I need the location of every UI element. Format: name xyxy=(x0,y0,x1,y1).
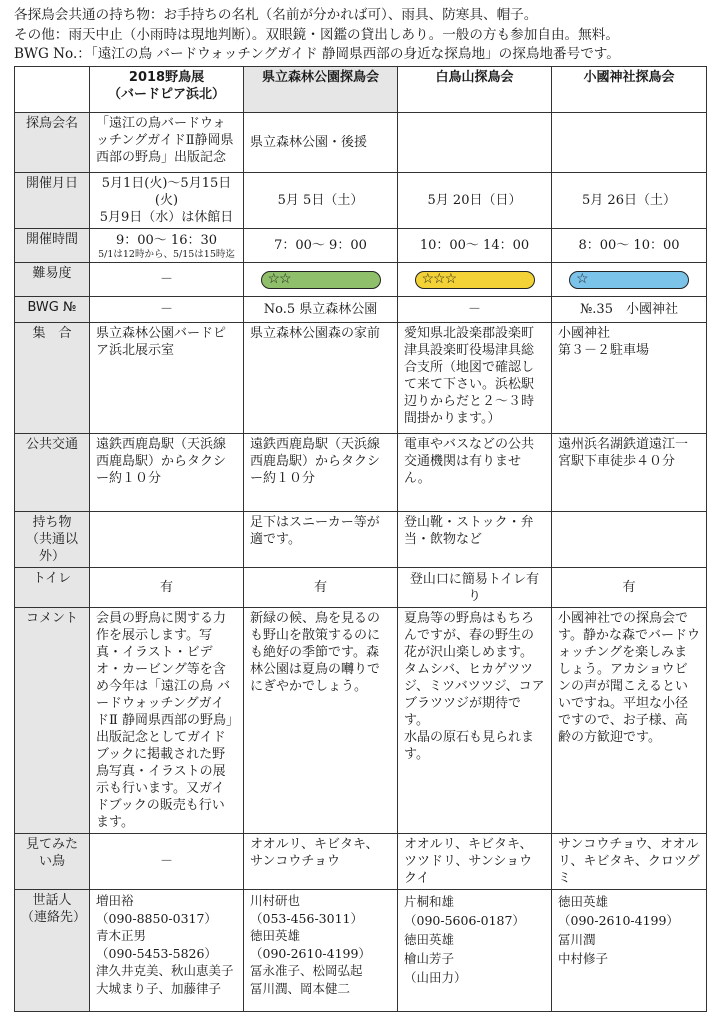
common-items-note: 各探鳥会共通の持ち物：お手持ちの名札（名前が分かれば可）、雨具、防寒具、帽子。 xyxy=(14,7,538,23)
contact-row xyxy=(15,890,707,1012)
birds-cell-2: オオルリ、キビタキ、サンコウチョウ xyxy=(244,834,398,890)
bwg-label: BWG № xyxy=(15,297,90,323)
transport-cell-3: 電車やバスなどの公共交通機関は有りません。 xyxy=(398,434,552,512)
meeting-label: 集 合 xyxy=(15,323,90,434)
meeting-cell-3: 愛知県北設楽郡設楽町津具設楽町役場津具総合支所（地図で確認して来て下さい。浜松駅辺りからだと２～３時間掛かります。） xyxy=(398,323,552,434)
difficulty-cell-1: － xyxy=(90,263,244,297)
column-header-exhibition: 2018野鳥展 （バードピア浜北） xyxy=(90,67,244,113)
difficulty-cell-3 xyxy=(398,263,552,297)
date-cell-2: 5月 5日（土） xyxy=(244,173,398,229)
time-cell-2: 7：00～ 9：00 xyxy=(244,229,398,263)
meeting-cell-2: 県立森林公園森の家前 xyxy=(244,323,398,434)
time-row xyxy=(15,229,707,263)
comment-cell-1: 会員の野鳥に関する力作を展示します。写真・イラスト・ビデオ・カービング等を含め今年は「遠江の鳥 バードウォッチングガイドⅡ 静岡県西部の野鳥」出版記念としてガイドブックに掲載された野鳥写真・イラストの展示も行います。又ガイドブックの販売も行います。 xyxy=(90,608,244,834)
contact-cell-4: 徳田英雄 （090-2610-4199） 冨川潤 中村修子 xyxy=(552,890,707,1012)
contact-cell-1: 増田裕 （090-8850-0317） 青木正男 （090-5453-5826） 津久井克美、秋山恵美子 大城まり子、加藤律子 xyxy=(90,890,244,1012)
items-cell-3: 登山靴・ストック・弁当・飲物など xyxy=(398,512,552,568)
comment-row xyxy=(15,608,707,834)
birds-cell-4: サンコウチョウ、オオルリ、キビタキ、クロツグミ xyxy=(552,834,707,890)
date-cell-1 xyxy=(90,173,244,229)
time-cell-4: 8：00～ 10：00 xyxy=(552,229,707,263)
column-header-forest-park: 県立森林公園探鳥会 xyxy=(244,67,398,113)
comment-cell-3: 夏鳥等の野鳥はもちろんですが、春の野生の花が沢山楽しめます。タムシバ、ヒカゲツツジ、ミツバツツジ、コアブラツツジが期待です。 水晶の原石も見られます。 xyxy=(398,608,552,834)
comment-cell-4: 小國神社での探鳥会です。静かな森でバードウォッチングを楽しみましょう。アカショウビンの声が聞こえるといいですね。平坦な小径ですので、お子様、高齢の方歓迎です。 xyxy=(552,608,707,834)
transport-cell-2: 遠鉄西鹿島駅（天浜線西鹿島駅）からタクシー約１０分 xyxy=(244,434,398,512)
difficulty-cell-2 xyxy=(244,263,398,297)
difficulty-pill: ☆☆☆ xyxy=(415,271,535,289)
date-row xyxy=(15,173,707,229)
birds-cell-3: オオルリ、キビタキ、ツツドリ、サンショウクイ xyxy=(398,834,552,890)
items-cell-4 xyxy=(552,512,707,568)
event-cell-3 xyxy=(398,113,552,173)
bwg-cell-4: №.35 小國神社 xyxy=(552,297,707,323)
time-cell-1 xyxy=(90,229,244,263)
difficulty-pill: ☆☆ xyxy=(261,271,381,289)
birds-label: 見てみた い鳥 xyxy=(15,834,90,890)
contact-label: 世話人 （連絡先） xyxy=(15,890,90,1012)
notes-header xyxy=(14,6,704,65)
bwg-row xyxy=(15,297,707,323)
toilet-cell-1: 有 xyxy=(90,568,244,608)
items-row xyxy=(15,512,707,568)
time-main: 9：00～ 16：30 xyxy=(115,232,218,248)
toilet-cell-4: 有 xyxy=(552,568,707,608)
toilet-row xyxy=(15,568,707,608)
date-label: 開催月日 xyxy=(15,173,90,229)
bwg-note: BWG No.：「遠江の鳥 バードウォッチングガイド 静岡県西部の身近な探鳥地」の探鳥地番号です。 xyxy=(14,46,620,62)
items-cell-1 xyxy=(90,512,244,568)
header-row xyxy=(15,67,707,113)
birds-cell-1: － xyxy=(90,834,244,890)
contact-cell-3: 片桐和雄 （090-5606-0187） 徳田英雄 檜山芳子 （山田力） xyxy=(398,890,552,1012)
transport-cell-1: 遠鉄西鹿島駅（天浜線西鹿島駅）からタクシー約１０分 xyxy=(90,434,244,512)
transport-label: 公共交通 xyxy=(15,434,90,512)
toilet-label: トイレ xyxy=(15,568,90,608)
meeting-row xyxy=(15,323,707,434)
difficulty-cell-4 xyxy=(552,263,707,297)
corner-cell xyxy=(15,67,90,113)
items-cell-2: 足下はスニーカー等が適です。 xyxy=(244,512,398,568)
toilet-cell-3: 登山口に簡易トイレ有り xyxy=(398,568,552,608)
transport-row xyxy=(15,434,707,512)
birds-row xyxy=(15,834,707,890)
contact-cell-2: 川村研也 （053-456-3011） 徳田英雄 （090-2610-4199） 冨永准子、松岡弘起 冨川潤、岡本健二 xyxy=(244,890,398,1012)
difficulty-row xyxy=(15,263,707,297)
event-cell-4 xyxy=(552,113,707,173)
event-row xyxy=(15,113,707,173)
difficulty-pill: ☆ xyxy=(569,271,689,289)
event-cell-1: 「遠江の鳥バードウォッチングガイドⅡ静岡県西部の野鳥」出版記念 xyxy=(90,113,244,173)
time-cell-3: 10：00～ 14：00 xyxy=(398,229,552,263)
comment-label: コメント xyxy=(15,608,90,834)
date-cell-3: 5月 20日（日） xyxy=(398,173,552,229)
date-sub: 5月9日（水）は休館日 xyxy=(99,210,234,225)
bwg-cell-3: － xyxy=(398,297,552,323)
time-sub: 5/1は12時から、5/15は15時迄 xyxy=(98,248,235,260)
items-label: 持ち物 （共通以外） xyxy=(15,512,90,568)
time-label: 開催時間 xyxy=(15,229,90,263)
bwg-cell-2: No.5 県立森林公園 xyxy=(244,297,398,323)
birdwatching-schedule-table xyxy=(14,66,707,1012)
meeting-cell-1: 県立森林公園バードピア浜北展示室 xyxy=(90,323,244,434)
bwg-cell-1: － xyxy=(90,297,244,323)
comment-cell-2: 新緑の候、鳥を見るのも野山を散策するのにも絶好の季節です。森林公園は夏鳥の囀りでにぎやかでしょう。 xyxy=(244,608,398,834)
meeting-cell-4: 小國神社 第３－２駐車場 xyxy=(552,323,707,434)
column-header-hakucho-yama: 白鳥山探鳥会 xyxy=(398,67,552,113)
event-cell-2: 県立森林公園・後援 xyxy=(244,113,398,173)
difficulty-label: 難易度 xyxy=(15,263,90,297)
column-header-okuni-jinja: 小國神社探鳥会 xyxy=(552,67,707,113)
transport-cell-4: 遠州浜名湖鉄道遠江一宮駅下車徒歩４０分 xyxy=(552,434,707,512)
date-cell-4: 5月 26日（土） xyxy=(552,173,707,229)
toilet-cell-2: 有 xyxy=(244,568,398,608)
other-note: その他：雨天中止（小雨時は現地判断）。双眼鏡・図鑑の貸出しあり。一般の方も参加自由。無料。 xyxy=(14,26,619,43)
event-label: 探鳥会名 xyxy=(15,113,90,173)
date-main: 5月1日(火)～5月15日(火) xyxy=(101,176,232,208)
